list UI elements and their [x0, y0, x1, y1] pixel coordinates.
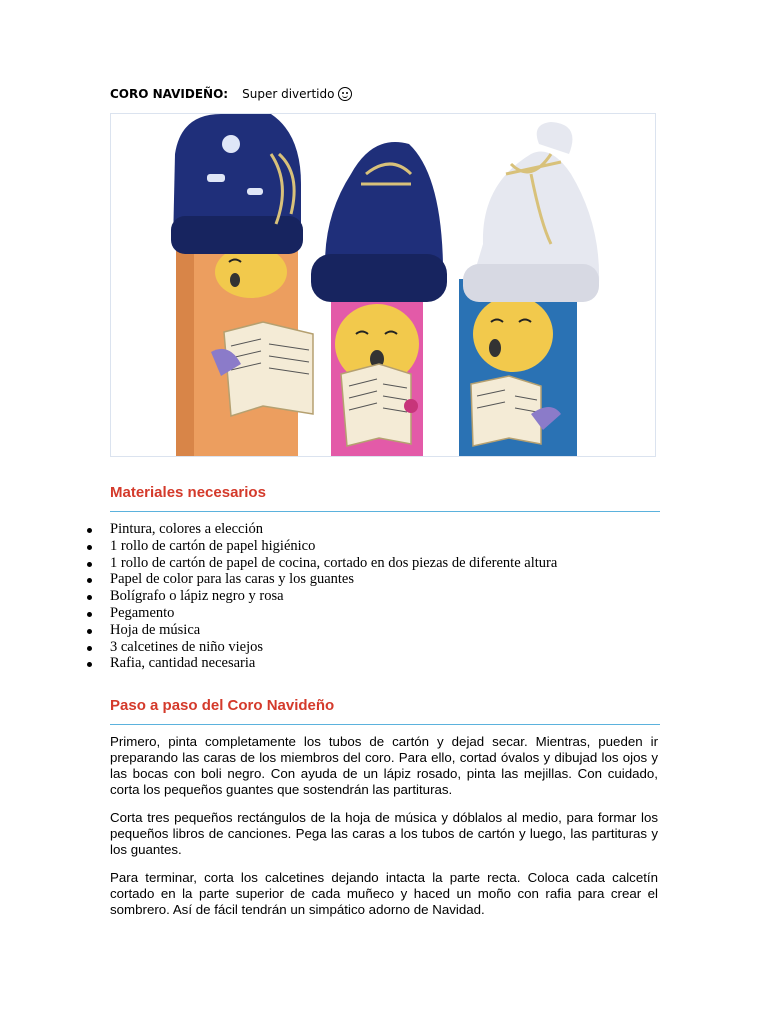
smiley-icon [338, 87, 352, 101]
songbook-middle [341, 364, 411, 446]
christmas-choir-photo [110, 113, 656, 457]
page-title: CORO NAVIDEÑO: [110, 87, 229, 101]
list-item: Pintura, colores a elección [84, 521, 557, 538]
title-row [110, 87, 352, 101]
materials-list [84, 521, 557, 672]
step-paragraph-3: Para terminar, corta los calcetines dejando intacta la parte recta. Coloca cada calcetín cortado en la parte superior de cada muñeco y haced un moño con rafia para crear el sombrero. Así de fácil tendrán un simpático adorno de Navidad. [110, 870, 658, 917]
list-item: Pegamento [84, 605, 557, 622]
list-item: 1 rollo de cartón de papel de cocina, cortado en dos piezas de diferente altura [84, 555, 557, 572]
steps-heading: Paso a paso del Coro Navideño [110, 697, 335, 714]
list-item: 1 rollo de cartón de papel higiénico [84, 538, 557, 555]
list-item: Hoja de música [84, 622, 557, 639]
face-right [473, 296, 553, 372]
materials-heading: Materiales necesarios [110, 484, 266, 501]
materials-divider [110, 511, 660, 512]
christmas-choir-illustration [111, 114, 655, 456]
list-item: 3 calcetines de niño viejos [84, 639, 557, 656]
step-paragraph-2: Corta tres pequeños rectángulos de la hoja de música y dóblalos al medio, para formar los pequeños libros de canciones. Pega las caras a los tubos de cartón y luego, las partituras y los guantes. [110, 810, 658, 857]
step-paragraph-1: Primero, pinta completamente los tubos de cartón y dejad secar. Mientras, pueden ir preparando las caras de los miembros del coro. Para ello, cortad óvalos y dibujad los ojos y las bocas con boli negro. Con ayuda de un lápiz rosado, pinta las mejillas. Con cuidado, corta los pequeños guantes que sostendrán las partituras. [110, 734, 658, 797]
list-item: Bolígrafo o lápiz negro y rosa [84, 588, 557, 605]
list-item: Papel de color para las caras y los guantes [84, 571, 557, 588]
page-subtitle: Super divertido [242, 87, 335, 101]
list-item: Rafia, cantidad necesaria [84, 655, 557, 672]
hat-middle [325, 142, 443, 264]
steps-divider [110, 724, 660, 725]
